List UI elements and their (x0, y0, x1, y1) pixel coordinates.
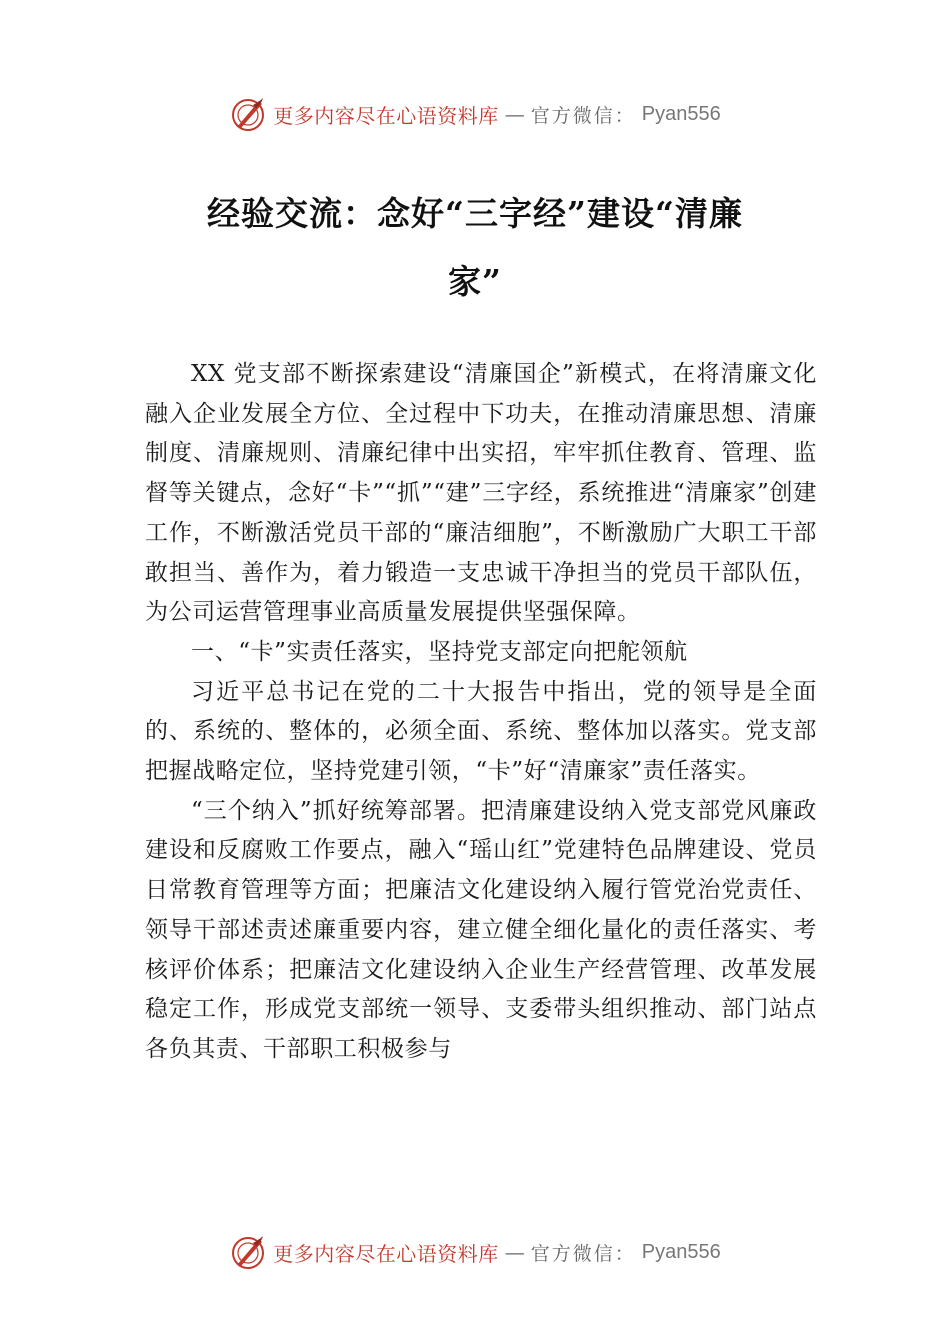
paragraph-three-inclusions: “三个纳入”抓好统筹部署。把清廉建设纳入党支部党风廉政建设和反腐败工作要点，融入“瑶山红”党建特色品牌建设、党员日常教育管理等方面；把廉洁文化建设纳入履行管党治党责任、领导干部述责述廉重要内容，建立健全细化量化的责任落实、考核评价体系；把廉洁文化建设纳入企业生产经营管理、改革发展稳定工作，形成党支部统一领导、支委带头组织推动、部门站点各负其责、干部职工积极参与 (145, 797, 817, 1062)
banner-wechat-label: 官方微信： (530, 104, 636, 127)
banner-separator: — (504, 102, 525, 126)
quill-seal-icon (229, 95, 267, 133)
quill-seal-icon (229, 1233, 267, 1271)
banner-wechat-id: Pyan556 (641, 1240, 721, 1263)
banner-separator: — (504, 1240, 525, 1264)
banner-text: 更多内容尽在心语资料库 (273, 1241, 499, 1266)
paragraph-section-1: 习近平总书记在党的二十大报告中指出，党的领导是全面的、系统的、整体的，必须全面、系统、整体加以落实。党支部把握战略定位，坚持党建引领，“卡”好“清廉家”责任落实。 (145, 678, 817, 785)
footer-banner (0, 1230, 950, 1274)
banner-wechat-id: Pyan556 (641, 102, 721, 125)
banner-wechat-label: 官方微信： (530, 1242, 636, 1265)
section-heading-1: 一、“卡”实责任落实，坚持党支部定向把舵领航 (191, 638, 688, 665)
document-title (145, 180, 805, 316)
title-line-1: 经验交流：念好“三字经”建设“清廉 (207, 194, 743, 233)
document-body (145, 355, 817, 1070)
paragraph-intro: XX 党支部不断探索建设“清廉国企”新模式，在将清廉文化融入企业发展全方位、全过程中下功夫，在推动清廉思想、清廉制度、清廉规则、清廉纪律中出实招，牢牢抓住教育、管理、监督等关键点，念好“卡”“抓”“建”三字经，系统推进“清廉家”创建工作，不断激活党员干部的“廉洁细胞”，不断激励广大职工干部敢担当、善作为，着力锻造一支忠诚干净担当的党员干部队伍，为公司运营管理事业高质量发展提供坚强保障。 (145, 361, 817, 626)
title-line-2: 家” (448, 262, 502, 301)
banner-text: 更多内容尽在心语资料库 (273, 103, 499, 128)
header-banner (0, 92, 950, 136)
